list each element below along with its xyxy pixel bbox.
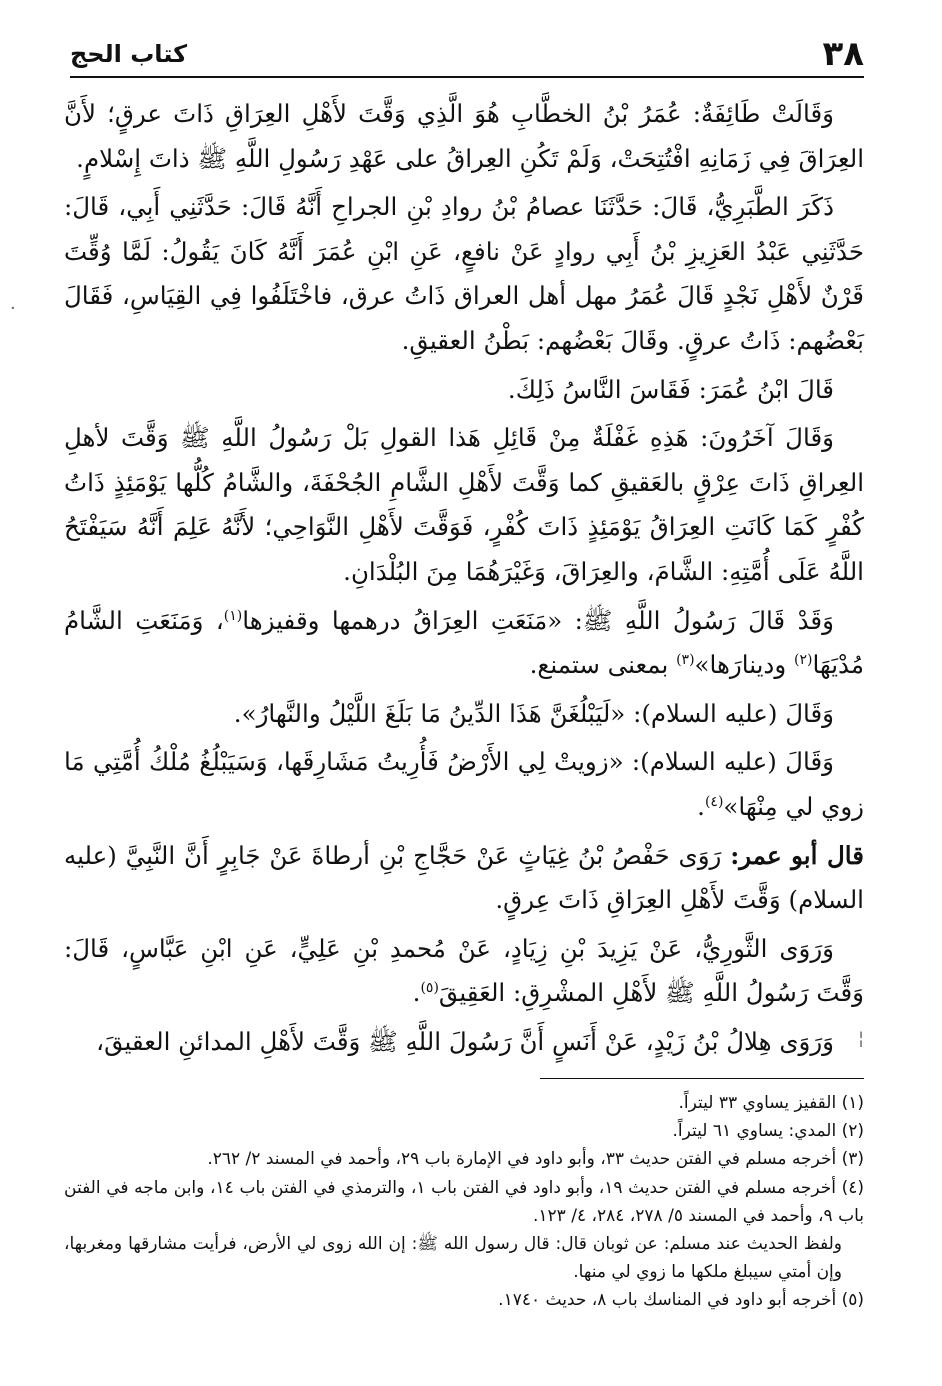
page-number: ٣٨ <box>822 34 864 74</box>
page-header <box>70 34 864 78</box>
margin-dot: · <box>10 298 16 319</box>
paragraph-5-text-b: ، وَمَنَعَتِ الشَّامُ مُدْيَهَا <box>64 605 864 680</box>
main-text <box>64 92 864 1068</box>
paragraph-9-text-a: وَرَوَى الثَّورِيُّ، عَنْ يَزِيدَ بْنِ زِيَادٍ، عَنْ مُحمدِ بْنِ عَلِيٍّ، عَنِ ابْنِ عَبَّاسٍ، قَالَ: وَقَّتَ رَسُولُ اللَّهِ ﷺ لأَهْلِ المشْرِقِ: العَقِيقَ <box>64 933 864 1008</box>
paragraph-5-text-c: ودينارَها» <box>694 650 794 680</box>
margin-tick: ¦ <box>858 1028 865 1049</box>
footnote-ref-3[interactable]: (٣) <box>676 651 695 668</box>
footnote-4-continuation: ولفظ الحديث عند مسلم: عن ثوبان قال: قال رسول الله ﷺ: إن الله زوى لي الأرض، فرأيت مشارقها ومغربها، وإن أمتي سيبلغ ملكها ما زوي لي منها. <box>64 1234 842 1283</box>
paragraph-5-text-a: وَقَدْ قَالَ رَسُولُ اللَّهِ ﷺ: «مَنَعَتِ العِرَاقُ درهمها وقفيزها <box>242 605 834 635</box>
footnote-4: (٤) أخرجه مسلم في الفتن حديث ١٩، وأبو داود في الفتن باب ١، والترمذي في الفتن باب ١٤، وابن ماجه في الفتن باب ٩، وأحمد في المسند ٥/ ٢٧٨، ٢٨٤، ٤/ ١٢٣. <box>64 1177 865 1226</box>
footnote-ref-1[interactable]: (١) <box>223 607 243 624</box>
paragraph-5-text-d: بمعنى ستمنع. <box>529 650 677 680</box>
paragraph-7 <box>64 740 864 829</box>
footnote-5: (٥) أخرجه أبو داود في المناسك باب ٨، حديث ١٧٤٠. <box>498 1290 864 1311</box>
paragraph-10: وَرَوَى هِلالُ بْنُ زَيْدٍ، عَنْ أَنَسٍ أَنَّ رَسُولَ اللَّهِ ﷺ وَقَّتَ لأَهْلِ المدائنِ العقيقَ، <box>96 1026 834 1056</box>
paragraph-6: وَقَالَ (عليه السلام): «لَيَبْلُغَنَّ هَذَا الدِّينُ مَا بَلَغَ اللَّيْلُ والنَّهارُ». <box>233 698 834 728</box>
paragraph-8 <box>64 834 864 923</box>
footnote-separator <box>540 1078 864 1079</box>
paragraph-7-text-a: وَقَالَ (عليه السلام): «زويتْ لِي الأَرْضُ فَأُرِيتُ مَشَارِقَها، وَسَيَبْلُغُ مُلْكُ أُمَّتِي مَا زوي لي مِنْهَا» <box>64 747 864 821</box>
paragraph-2: ذَكَرَ الطَّبَرِيُّ، قَالَ: حَدَّثَنَا عصامُ بْنُ روادِ بْنِ الجراحِ أَنَّهُ قَالَ: حَدَّثَنِي أَبِي، قَالَ: حَدَّثَنِي عَبْدُ العَزِيزِ بْنُ أَبِي روادٍ عَنْ نافعٍ، عَنِ ابْنِ عُمَرَ أَنَّهُ كَانَ يَقُولُ: لَمَّا وُقِّتَ قَرْنٌ لأَهْلِ نَجْدٍ قَالَ عُمَرُ مهل أهل العراق ذَاتُ عرق، فاخْتَلَفُوا فِي القِيَاسِ، فَقَالَ بَعْضُهم: ذَاتُ عرقٍ. وقَالَ بَعْضُهم: بَطْنُ العقيقِ. <box>64 192 864 355</box>
footnote-3: (٣) أخرجه مسلم في الفتن حديث ٣٣، وأبو داود في الإمارة باب ٢٩، وأحمد في المسند ٢/ ٢٦٢. <box>207 1149 864 1170</box>
running-title: كتاب الحج <box>70 40 188 68</box>
footnote-ref-2[interactable]: (٢) <box>793 651 813 668</box>
footnote-2: (٢) المدي: يساوي ٦١ ليتراً. <box>672 1121 864 1142</box>
paragraph-8-text: رَوَى حَفْصُ بْنُ غِيَاثٍ عَنْ حَجَّاجِ بْنِ أرطاةَ عَنْ جَابِرٍ أَنَّ النَّبِيَّ (عليه السلام) وَقَّتَ لأَهْلِ العِرَاقِ ذَاتَ عِرقٍ. <box>64 840 864 915</box>
paragraph-8-lead: قال أبو عمر: <box>730 840 864 870</box>
paragraph-9 <box>64 927 864 1016</box>
footnote-ref-5[interactable]: (٥) <box>420 980 439 997</box>
paragraph-3: قَالَ ابْنُ عُمَرَ: فَقَاسَ النَّاسُ ذَلِكَ. <box>507 374 834 404</box>
paragraph-1: وَقَالَتْ طَائِفَةٌ: عُمَرُ بْنُ الخطَّابِ هُوَ الَّذِي وَقَّتَ لأَهْلِ العِرَاقِ ذَاتَ عرقٍ؛ لأَنَّ العِرَاقَ فِي زَمَانِهِ افْتُتِحَتْ، وَلَمْ تَكُنِ العِراقُ على عَهْدِ رَسُولِ اللَّهِ ﷺ ذاتَ إِسْلامٍ. <box>64 99 864 173</box>
header-rule <box>70 76 864 78</box>
footnote-1: (١) القفيز يساوي ٣٣ ليتراً. <box>678 1093 864 1113</box>
footnote-ref-4[interactable]: (٤) <box>704 793 724 810</box>
paragraph-9-text-b: . <box>412 978 421 1008</box>
paragraph-5 <box>64 599 864 688</box>
footnotes <box>64 1089 864 1315</box>
paragraph-4: وَقَالَ آخَرُونَ: هَذِهِ غَفْلَةٌ مِنْ قَائِلِ هَذا القولِ بَلْ رَسُولُ اللَّهِ ﷺ وَقَّتَ لأهلِ العِراقِ ذَاتَ عِرْقٍ بالعَقيقِ كما وَقَّتَ لأَهْلِ الشَّامِ الجُحْفَةَ، والشَّامُ كُلُّها يَوْمَئِذٍ ذَاتُ كُفْرٍ كَمَا كَانَتِ العِرَاقُ يَوْمَئِذٍ ذَاتَ كُفْرٍ، فَوَقَّتَ لأَهْلِ النَّوَاحِي؛ لأَنَّهُ عَلِمَ أَنَّهُ سَيَفْتَحُ اللَّهُ عَلَى أُمَّتِهِ: الشَّامَ، والعِرَاقَ، وَغَيْرَهُمَا مِنَ البُلْدَانِ. <box>64 423 864 586</box>
paragraph-7-text-b: . <box>697 791 705 821</box>
